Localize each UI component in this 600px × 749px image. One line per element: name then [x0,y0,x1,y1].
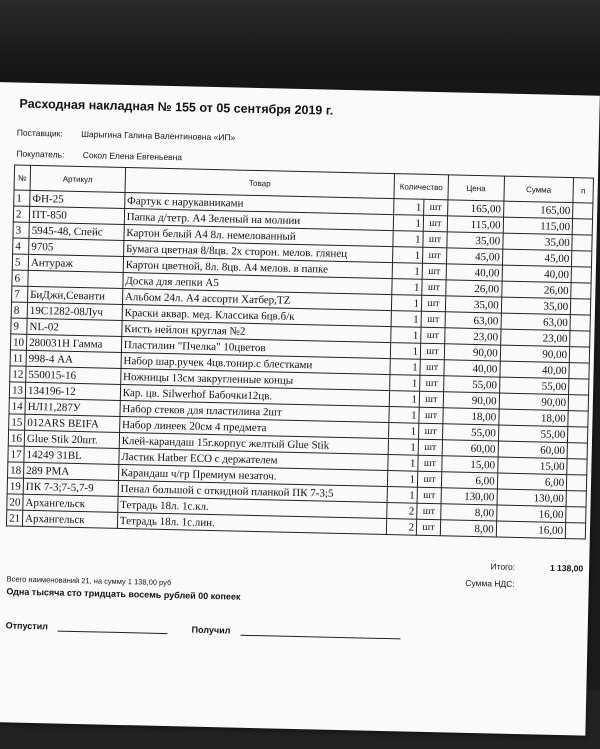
row-article: 14249 31BL [24,446,119,464]
row-price: 18,00 [443,408,499,425]
row-quantity: 1 [390,343,420,360]
row-price: 45,00 [446,248,502,265]
row-price: 130,00 [441,488,497,505]
row-item: Краски аквар. мед. Классика 6цв.б/к [122,304,392,326]
row-sum: 90,00 [499,393,569,411]
row-number: 9 [11,318,27,334]
row-sum: 26,00 [501,281,571,299]
row-sum: 130,00 [497,489,567,507]
row-item: Набор линеек 20см 4 предмета [119,416,389,438]
row-number: 6 [12,270,28,286]
received-signature-line [240,625,400,640]
row-unit: шт [417,487,441,504]
col-header-quantity: Количество [394,174,448,200]
row-item: Набор стеков для пластилина 2шт [120,400,390,422]
row-price: 55,00 [444,376,500,393]
row-article: 5945-48, Спейс [29,222,124,240]
received-label: Получил [191,624,231,636]
col-header-article: Артикул [30,165,125,192]
row-article: 998-4 АА [26,350,121,368]
row-article: Архангельск [22,510,117,528]
row-number: 17 [8,446,24,462]
row-article: 280031Н Гамма [26,334,121,352]
row-unit: шт [420,343,444,360]
row-extra [569,347,589,363]
row-quantity: 1 [389,423,419,440]
row-quantity: 1 [387,487,417,504]
row-sum: 63,00 [501,313,571,331]
row-price: 165,00 [448,200,504,217]
items-table [6,164,594,539]
row-item: Фартук с нарукавниками [124,192,394,214]
row-number: 21 [6,510,22,526]
row-number: 10 [10,334,26,350]
row-number: 7 [12,286,28,302]
col-header-sum: Сумма [504,176,574,203]
row-unit: шт [423,247,447,264]
row-price: 63,00 [445,312,501,329]
row-extra [567,459,587,475]
row-extra [569,379,589,395]
row-unit: шт [421,295,445,312]
row-price: 15,00 [442,456,498,473]
row-item: Картон цветной, 8л. 8цв. А4 мелов. в папке [123,256,393,278]
row-quantity: 1 [390,375,420,392]
row-extra [571,283,591,299]
row-item: Бумага цветная 8/8цв. 2х сторон. мелов. глянец [123,240,393,262]
row-extra [567,443,587,459]
row-extra [571,299,591,315]
row-quantity: 1 [390,359,420,376]
row-item: Карандаш ч/гр Премиум незаточ. [118,464,388,486]
row-article: 9705 [29,238,124,256]
row-quantity: 2 [387,503,417,520]
row-unit: шт [423,231,447,248]
vat-label: Сумма НДС: [465,577,515,589]
row-item: Клей-карандаш 15г.корпус желтый Glue Stik [119,432,389,454]
amount-in-words: Одна тысяча сто тридцать восемь рублей 00 копеек [6,586,241,602]
row-sum: 35,00 [503,233,573,251]
row-extra [569,363,589,379]
released-label: Отпустил [5,620,49,632]
row-quantity: 1 [388,439,418,456]
row-number: 11 [10,350,26,366]
row-price: 55,00 [442,424,498,441]
row-price: 90,00 [443,392,499,409]
row-extra [567,475,587,491]
row-sum: 90,00 [500,345,570,363]
row-extra [566,507,586,523]
row-number: 4 [13,238,29,254]
row-price: 35,00 [445,296,501,313]
row-sum: 40,00 [502,265,572,283]
row-price: 6,00 [441,472,497,489]
row-unit: шт [422,263,446,280]
row-extra [572,235,592,251]
row-number: 14 [9,398,25,414]
row-extra [568,411,588,427]
row-sum: 18,00 [499,409,569,427]
total-label: Итого: [490,561,516,572]
row-unit: шт [421,327,445,344]
row-article: 19С1282-08Луч [27,302,122,320]
row-sum: 165,00 [503,201,573,219]
row-quantity: 1 [393,247,423,264]
row-quantity: 1 [392,279,422,296]
buyer-line [16,149,182,163]
row-article: ПК 7-3;7-5,7-9 [23,478,118,496]
row-extra [565,523,585,539]
row-article: ПТ-850 [29,206,124,224]
row-unit: шт [417,471,441,488]
row-price: 8,00 [440,520,496,537]
row-number: 13 [9,382,25,398]
row-quantity: 1 [393,215,423,232]
row-item: Ножницы 13см закругленные концы [120,368,390,390]
row-unit: шт [422,279,446,296]
row-quantity: 1 [393,231,423,248]
row-item: Пластилин "Пчелка" 10цветов [121,336,391,358]
totals-block [422,560,583,598]
row-sum: 6,00 [497,473,567,491]
row-sum: 15,00 [497,457,567,475]
row-sum: 55,00 [498,425,568,443]
row-price: 26,00 [446,280,502,297]
row-price: 8,00 [441,504,497,521]
row-extra [570,331,590,347]
row-unit: шт [419,407,443,424]
row-quantity: 1 [392,295,422,312]
page-title: Расходная накладная № 155 от 05 сентября 2019 г. [19,96,334,118]
row-number: 19 [7,478,23,494]
row-price: 60,00 [442,440,498,457]
row-quantity: 1 [391,311,421,328]
row-item: Пенал большой с откидной планкой ПК 7-3;5 [118,480,388,502]
supplier-label: Поставщик: [16,127,63,139]
row-number: 20 [7,494,23,510]
row-unit: шт [416,519,440,536]
row-extra [568,395,588,411]
row-number: 15 [9,414,25,430]
buyer-label: Покупатель: [16,148,65,160]
row-sum: 16,00 [496,521,566,539]
row-unit: шт [419,391,443,408]
row-article: 134196-12 [25,382,120,400]
row-extra [566,491,586,507]
row-extra [572,251,592,267]
row-price: 23,00 [445,328,501,345]
row-number: 1 [14,190,30,206]
row-item: Кисть нейлон круглая №2 [122,320,392,342]
released-signature [6,619,169,634]
row-item: Ластик Hatber ECO с держателем [119,448,389,470]
col-header-extra: п [573,178,593,203]
row-sum: 55,00 [499,377,569,395]
row-number: 16 [8,430,24,446]
row-article: NL-02 [27,318,122,336]
row-quantity: 1 [391,327,421,344]
row-sum: 35,00 [501,297,571,315]
row-unit: шт [420,375,444,392]
row-item: Кар. цв. Silwerhof Бабочки12цв. [120,384,390,406]
total-value: 1 138,00 [549,562,584,574]
row-article: Архангельск [23,494,118,512]
invoice-sheet [0,82,600,736]
row-item: Тетрадь 18л. 1с.кл. [118,496,388,518]
row-price: 90,00 [444,344,500,361]
row-quantity: 1 [392,263,422,280]
row-number: 5 [12,254,28,270]
row-extra [572,219,592,235]
row-unit: шт [423,215,447,232]
row-unit: шт [420,359,444,376]
buyer-value: Сокол Елена Евгеньевна [82,150,183,163]
row-extra [568,427,588,443]
released-signature-line [58,621,168,634]
col-header-price: Цена [448,175,504,201]
row-article: БиДжи,Севанти [28,286,123,304]
row-item: Тетрадь 18л. 1с.лин. [117,512,387,534]
row-quantity: 2 [386,519,416,536]
row-unit: шт [419,423,443,440]
row-number: 18 [8,462,24,478]
row-item: Альбом 24л. А4 ассорти Хатбер,TZ [122,288,392,310]
row-quantity: 1 [388,455,418,472]
row-item: Набор шар.ручек 4цв.тонир.с блестками [121,352,391,374]
row-sum: 16,00 [496,505,566,523]
row-sum: 40,00 [500,361,570,379]
row-quantity: 1 [394,199,424,216]
row-unit: шт [421,311,445,328]
row-extra [571,267,591,283]
row-price: 35,00 [447,232,503,249]
row-unit: шт [418,439,442,456]
row-extra [573,203,593,219]
summary-line: Всего наименований 21, на сумму 1 138,00 руб [6,574,172,588]
row-quantity: 1 [389,407,419,424]
row-number: 3 [13,222,29,238]
row-price: 115,00 [447,216,503,233]
row-quantity: 1 [389,391,419,408]
row-sum: 115,00 [503,217,573,235]
row-article: 012ARS BEIFA [25,414,120,432]
row-number: 8 [11,302,27,318]
row-quantity: 1 [388,471,418,488]
row-article: Glue Stik 20шт. [24,430,119,448]
vat-value [529,579,583,590]
row-price: 40,00 [444,360,500,377]
row-article: Антураж [28,254,123,272]
row-sum: 23,00 [500,329,570,347]
row-extra [570,315,590,331]
row-article: 289 РМА [24,462,119,480]
row-article: 550015-16 [26,366,121,384]
row-price: 40,00 [446,264,502,281]
row-unit: шт [418,455,442,472]
row-item: Папка д/тетр. А4 Зеленый на молнии [124,208,394,230]
row-article: ФН-25 [30,190,125,208]
col-header-item: Товар [125,168,395,199]
row-sum: 60,00 [498,441,568,459]
row-item: Доска для лепки А5 [123,272,393,294]
received-signature [192,624,401,640]
row-number: 2 [13,206,29,222]
supplier-value: Шарыгина Галина Валентиновна «ИП» [81,128,236,143]
col-header-number: № [14,165,31,190]
row-article: НЛ11,287У [25,398,120,416]
supplier-line [17,128,236,143]
row-sum: 45,00 [502,249,572,267]
row-number: 12 [10,366,26,382]
row-unit: шт [424,199,448,216]
row-item: Картон белый А4 8л. немелованный [124,224,394,246]
row-unit: шт [417,503,441,520]
